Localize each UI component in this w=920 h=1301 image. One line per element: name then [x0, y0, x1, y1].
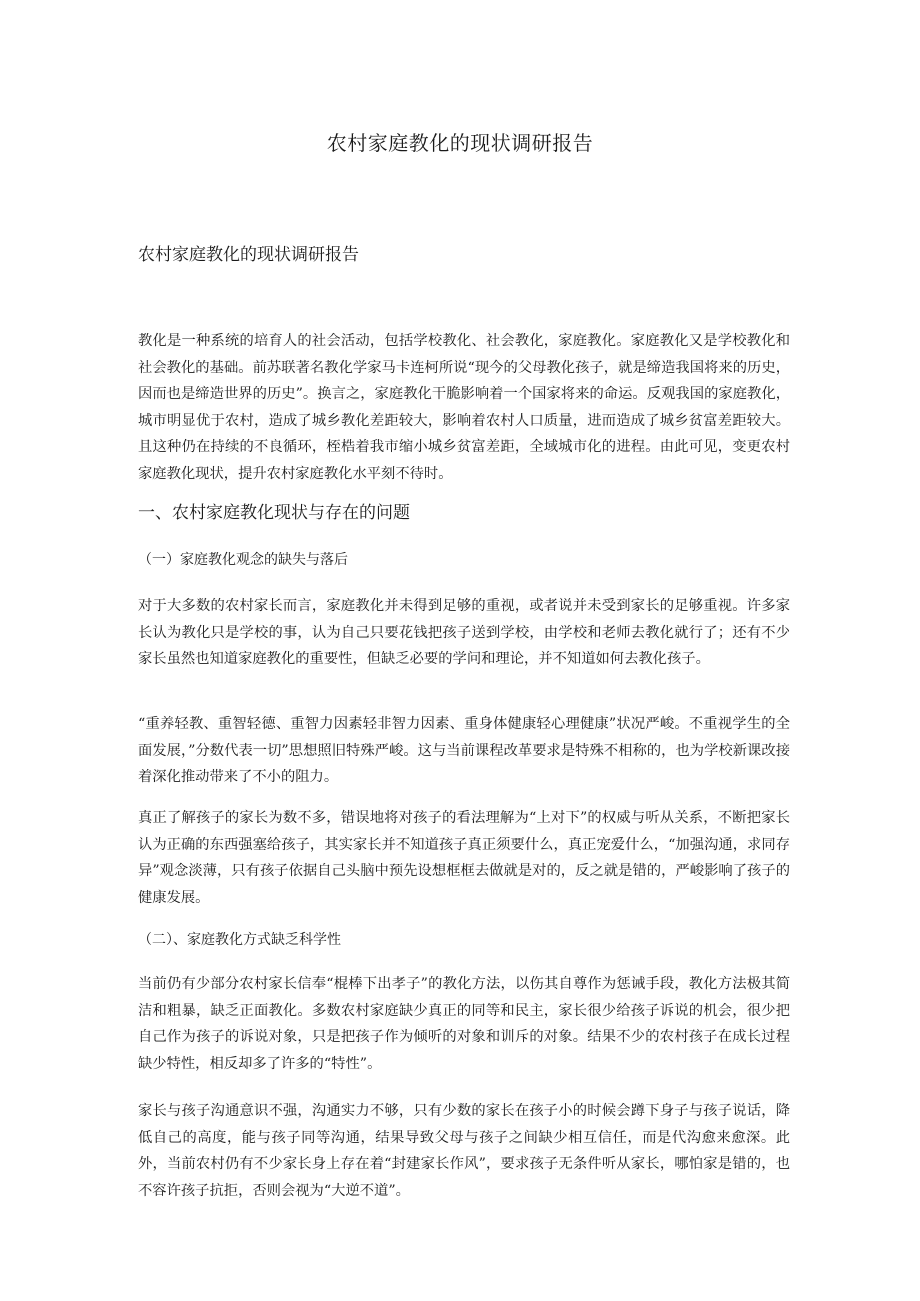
paragraph-3: 真正了解孩子的家长为数不多，错误地将对孩子的看法理解为“上对下”的权威与听从关系，不断把家长认为正确的东西强塞给孩子，其实家长并不知道孩子真正须要什么，真正宠爱什么，“加强沟通，求同存异”观念淡薄，只有孩子依据自己头脑中预先设想框框去做就是对的，反之就是错的，严峻影响了孩子的健康发展。 — [138, 810, 790, 906]
paragraph-1: 对于大多数的农村家长而言，家庭教化并未得到足够的重视，或者说并未受到家长的足够重视。许多家长认为教化只是学校的事，认为自己只要花钱把孩子送到学校，由学校和老师去教化就行了；还有不少家长虽然也知道家庭教化的重要性，但缺乏必要的学问和理论，并不知道如何去教化孩子。 — [138, 598, 790, 667]
paragraph-5: 家长与孩子沟通意识不强，沟通实力不够，只有少数的家长在孩子小的时候会蹲下身子与孩子说话，降低自己的高度，能与孩子同等沟通，结果导致父母与孩子之间缺少相互信任，而是代沟愈来愈深。此外，当前农村仍有不少家长身上存在着“封建家长作风”，要求孩子无条件听从家长，哪怕家是错的，也不容许孩子抗拒，否则会视为“大逆不道”。 — [138, 1103, 790, 1199]
document-subtitle: 农村家庭教化的现状调研报告 — [138, 245, 359, 265]
subsection-heading-2: （二）、家庭教化方式缺乏科学性 — [138, 932, 341, 948]
section-heading-1: 一、农村家庭教化现状与存在的问题 — [138, 503, 410, 523]
intro-paragraph: 教化是一种系统的培育人的社会活动，包括学校教化、社会教化，家庭教化。家庭教化又是学校教化和社会教化的基础。前苏联著名教化学家马卡连柯所说“现今的父母教化孩子，就是缔造我国将来的历史，因而也是缔造世界的历史”。换言之，家庭教化干脆影响着一个国家将来的命运。反观我国的家庭教化，城市明显优于农村，造成了城乡教化差距较大，影响着农村人口质量，进而造成了城乡贫富差距较大。且这种仍在持续的不良循环，桎梏着我市缩小城乡贫富差距，全域城市化的进程。由此可见，变更农村家庭教化现状，提升农村家庭教化水平刻不待时。 — [138, 333, 790, 482]
subsection-heading-1: （一）家庭教化观念的缺失与落后 — [138, 552, 348, 568]
paragraph-4: 当前仍有少部分农村家长信奉“棍棒下出孝子”的教化方法，以伤其自尊作为惩诫手段，教化方法极其简洁和粗暴，缺乏正面教化。多数农村家庭缺少真正的同等和民主，家长很少给孩子诉说的机会，很少把自己作为孩子的诉说对象，只是把孩子作为倾听的对象和训斥的对象。结果不少的农村孩子在成长过程缺少特性，相反却多了许多的“特性”。 — [138, 976, 790, 1072]
page-title: 农村家庭教化的现状调研报告 — [326, 131, 594, 155]
paragraph-2: “重养轻教、重智轻德、重智力因素轻非智力因素、重身体健康轻心理健康”状况严峻。不重视学生的全面发展，”分数代表一切”思想照旧特殊严峻。这与当前课程改革要求是特殊不相称的，也为学校新课改接着深化推动带来了不小的阻力。 — [138, 716, 790, 785]
